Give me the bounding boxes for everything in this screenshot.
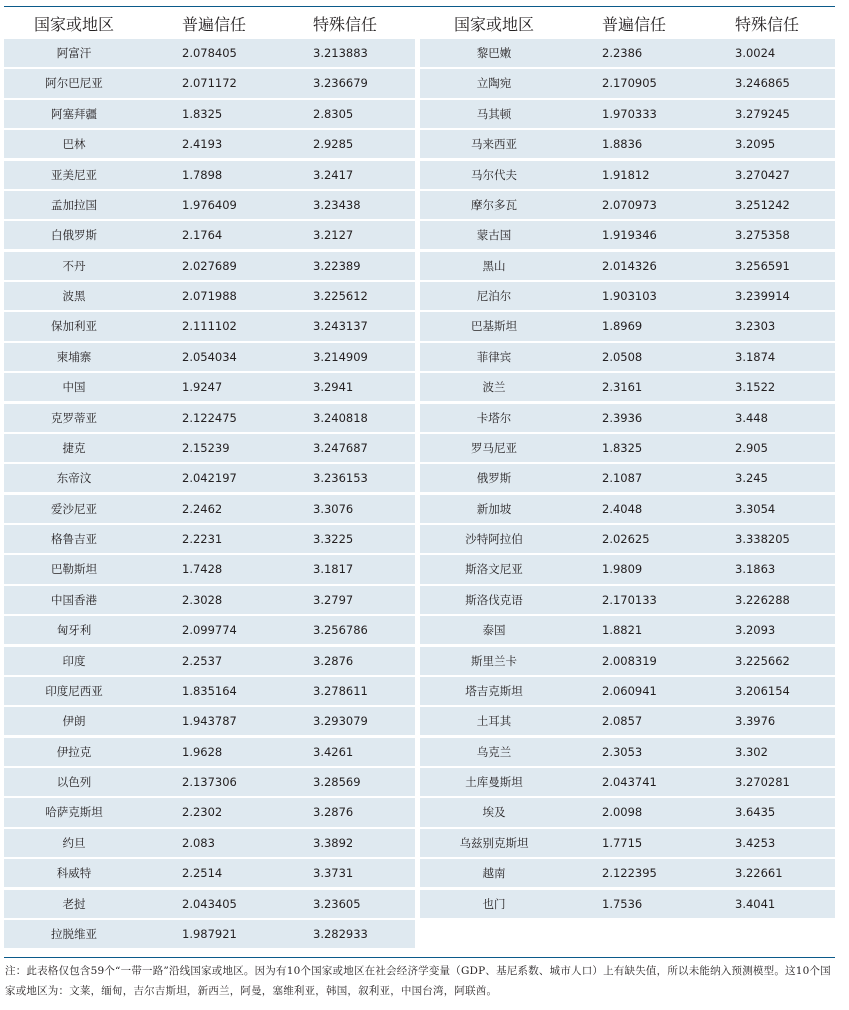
table-row (420, 343, 835, 371)
special-trust-cell: 3.214909 (313, 349, 368, 364)
table-row (4, 707, 415, 735)
table-row (420, 829, 835, 857)
special-trust-cell: 3.2303 (735, 319, 776, 334)
general-trust-cell: 2.122395 (602, 866, 657, 881)
special-trust-cell: 3.243137 (313, 319, 368, 334)
left-header (4, 7, 415, 39)
special-trust-cell: 3.1863 (735, 562, 776, 577)
country-cell: 斯洛文尼亚 (465, 562, 523, 577)
special-trust-cell: 3.4261 (313, 744, 354, 759)
general-trust-cell: 2.014326 (602, 258, 657, 273)
special-trust-cell: 3.251242 (735, 197, 790, 212)
table-row (420, 404, 835, 432)
special-trust-cell: 3.293079 (313, 714, 368, 729)
table-row (4, 252, 415, 280)
special-trust-cell: 3.225612 (313, 289, 368, 304)
special-trust-cell: 3.1522 (735, 380, 776, 395)
special-trust-cell: 3.23438 (313, 197, 361, 212)
special-trust-cell: 3.225662 (735, 653, 790, 668)
table-row (4, 464, 415, 492)
table-row (4, 616, 415, 644)
special-trust-cell: 3.239914 (735, 289, 790, 304)
special-trust-cell: 3.0024 (735, 46, 776, 61)
table-row (420, 890, 835, 918)
general-trust-cell: 1.7428 (182, 562, 223, 577)
table-row (4, 495, 415, 523)
country-cell: 以色列 (56, 775, 92, 790)
special-trust-cell: 3.23605 (313, 896, 361, 911)
special-trust-cell: 3.270427 (735, 167, 790, 182)
general-trust-cell: 1.970333 (602, 106, 657, 121)
general-trust-cell: 2.170133 (602, 592, 657, 607)
general-trust-cell: 2.2386 (602, 46, 643, 61)
country-cell: 格鲁吉亚 (51, 532, 97, 547)
general-trust-cell: 2.3053 (602, 744, 643, 759)
country-cell: 黑山 (482, 258, 506, 273)
country-cell: 中国香港 (51, 592, 97, 607)
general-trust-cell: 1.8821 (602, 623, 643, 638)
table-row (420, 373, 835, 401)
table-row (4, 130, 415, 158)
general-trust-cell: 2.008319 (602, 653, 657, 668)
special-trust-cell: 3.3054 (735, 501, 776, 516)
table-row (4, 343, 415, 371)
general-trust-cell: 2.042197 (182, 471, 237, 486)
general-trust-cell: 1.835164 (182, 683, 237, 698)
general-trust-cell: 2.2231 (182, 532, 223, 547)
general-trust-cell: 1.943787 (182, 714, 237, 729)
country-cell: 印度 (62, 653, 86, 668)
country-cell: 波黑 (62, 289, 86, 304)
table-row (420, 282, 835, 310)
country-cell: 白俄罗斯 (51, 228, 97, 243)
table-row (4, 282, 415, 310)
special-trust-cell: 3.3225 (313, 532, 354, 547)
table-row (420, 677, 835, 705)
header-general-trust: 普遍信任 (182, 14, 247, 34)
general-trust-cell: 2.15239 (182, 440, 230, 455)
table-row-empty (420, 920, 835, 948)
country-cell: 柬埔寨 (56, 349, 92, 364)
general-trust-cell: 2.02625 (602, 532, 650, 547)
table-row (420, 130, 835, 158)
special-trust-cell: 3.3731 (313, 866, 354, 881)
trust-table (4, 6, 835, 950)
table-row (4, 312, 415, 340)
table-row (420, 555, 835, 583)
table-header (4, 7, 835, 39)
table-row (4, 161, 415, 189)
left-column (4, 39, 415, 950)
country-cell: 不丹 (62, 258, 86, 273)
table-note: 注：此表格仅包含59个“一带一路”沿线国家或地区。因为有10个国家或地区在社会经济学变量（GDP、基尼系数、城市人口）上有缺失值，所以未能纳入预测模型。这10个国家或地区为：文莱，缅甸，吉尔吉斯坦，新西兰，阿曼，塞维利亚，韩国，叙利亚，中国台湾，阿联酋。 (5, 965, 831, 997)
header-country: 国家或地区 (33, 14, 114, 34)
country-cell: 马其顿 (476, 106, 512, 121)
table-row (4, 920, 415, 948)
general-trust-cell: 2.078405 (182, 46, 237, 61)
country-cell: 俄罗斯 (476, 471, 512, 486)
country-cell: 科威特 (56, 866, 92, 881)
table-row (4, 586, 415, 614)
country-cell: 斯里兰卡 (471, 653, 517, 668)
special-trust-cell: 3.245 (735, 471, 768, 486)
country-cell: 阿尔巴尼亚 (45, 76, 103, 91)
general-trust-cell: 2.0098 (602, 805, 643, 820)
special-trust-cell: 3.1817 (313, 562, 354, 577)
general-trust-cell: 1.903103 (602, 289, 657, 304)
special-trust-cell: 3.4253 (735, 835, 776, 850)
table-row (420, 525, 835, 553)
table-row (420, 586, 835, 614)
general-trust-cell: 2.3028 (182, 592, 223, 607)
country-cell: 蒙古国 (476, 228, 512, 243)
country-cell: 埃及 (482, 805, 506, 820)
country-cell: 东帝汶 (56, 471, 92, 486)
special-trust-cell: 3.338205 (735, 532, 790, 547)
general-trust-cell: 1.91812 (602, 167, 650, 182)
country-cell: 波兰 (482, 380, 506, 395)
country-cell: 乌克兰 (476, 744, 512, 759)
table-row (4, 191, 415, 219)
special-trust-cell: 3.240818 (313, 410, 368, 425)
general-trust-cell: 2.043741 (602, 775, 657, 790)
table-row (420, 859, 835, 887)
table-row (420, 252, 835, 280)
table-row (420, 798, 835, 826)
country-cell: 巴基斯坦 (471, 319, 517, 334)
country-cell: 立陶宛 (476, 76, 512, 91)
table-row (4, 404, 415, 432)
general-trust-cell: 2.4193 (182, 137, 223, 152)
general-trust-cell: 1.976409 (182, 197, 237, 212)
country-cell: 阿塞拜疆 (51, 106, 97, 121)
country-cell: 爱沙尼亚 (51, 501, 97, 516)
country-cell: 约旦 (62, 835, 86, 850)
country-cell: 土耳其 (476, 714, 512, 729)
table-row (420, 464, 835, 492)
table-row (420, 647, 835, 675)
general-trust-cell: 2.3161 (602, 380, 643, 395)
special-trust-cell: 2.8305 (313, 106, 354, 121)
country-cell: 老挝 (62, 896, 86, 911)
special-trust-cell: 3.2797 (313, 592, 354, 607)
country-cell: 新加坡 (476, 501, 512, 516)
right-header (420, 7, 835, 39)
country-cell: 印度尼西亚 (45, 683, 103, 698)
general-trust-cell: 2.2514 (182, 866, 223, 881)
special-trust-cell: 3.282933 (313, 926, 368, 941)
table-row (420, 312, 835, 340)
general-trust-cell: 2.2462 (182, 501, 223, 516)
general-trust-cell: 2.170905 (602, 76, 657, 91)
special-trust-cell: 3.2876 (313, 653, 354, 668)
country-cell: 尼泊尔 (476, 289, 512, 304)
general-trust-cell: 2.043405 (182, 896, 237, 911)
general-trust-cell: 2.3936 (602, 410, 643, 425)
general-trust-cell: 2.122475 (182, 410, 237, 425)
country-cell: 马尔代夫 (471, 167, 517, 182)
special-trust-cell: 3.6435 (735, 805, 776, 820)
country-cell: 伊朗 (62, 714, 86, 729)
special-trust-cell: 3.247687 (313, 440, 368, 455)
country-cell: 越南 (482, 866, 506, 881)
table-row (420, 39, 835, 67)
general-trust-cell: 1.9628 (182, 744, 223, 759)
general-trust-cell: 1.8969 (602, 319, 643, 334)
table-row (4, 69, 415, 97)
general-trust-cell: 1.8836 (602, 137, 643, 152)
country-cell: 塔吉克斯坦 (465, 683, 523, 698)
general-trust-cell: 2.027689 (182, 258, 237, 273)
table-row (4, 859, 415, 887)
country-cell: 罗马尼亚 (471, 440, 517, 455)
table-body (4, 39, 835, 950)
table-row (4, 829, 415, 857)
general-trust-cell: 2.071988 (182, 289, 237, 304)
country-cell: 阿富汗 (56, 46, 92, 61)
table-row (420, 738, 835, 766)
general-trust-cell: 2.0508 (602, 349, 643, 364)
general-trust-cell: 2.070973 (602, 197, 657, 212)
special-trust-cell: 3.2093 (735, 623, 776, 638)
special-trust-cell: 3.2876 (313, 805, 354, 820)
header-special-trust: 特殊信任 (313, 14, 378, 34)
table-bottom-rule (4, 957, 835, 958)
table-row (420, 221, 835, 249)
country-cell: 孟加拉国 (51, 197, 97, 212)
general-trust-cell: 1.7715 (602, 835, 643, 850)
general-trust-cell: 1.7536 (602, 896, 643, 911)
right-column (420, 39, 835, 950)
special-trust-cell: 3.4041 (735, 896, 776, 911)
general-trust-cell: 1.9247 (182, 380, 223, 395)
general-trust-cell: 2.1087 (602, 471, 643, 486)
general-trust-cell: 2.054034 (182, 349, 237, 364)
general-trust-cell: 1.987921 (182, 926, 237, 941)
table-row (4, 373, 415, 401)
special-trust-cell: 2.905 (735, 440, 768, 455)
table-row (4, 525, 415, 553)
country-cell: 也门 (482, 896, 506, 911)
special-trust-cell: 3.275358 (735, 228, 790, 243)
special-trust-cell: 3.1874 (735, 349, 776, 364)
special-trust-cell: 3.206154 (735, 683, 790, 698)
special-trust-cell: 3.3076 (313, 501, 354, 516)
general-trust-cell: 2.083 (182, 835, 215, 850)
table-row (4, 768, 415, 796)
table-row (420, 434, 835, 462)
table-row (420, 616, 835, 644)
general-trust-cell: 2.0857 (602, 714, 643, 729)
table-row (420, 69, 835, 97)
table-row (420, 495, 835, 523)
country-cell: 泰国 (482, 623, 506, 638)
country-cell: 沙特阿拉伯 (465, 532, 523, 547)
country-cell: 拉脱维亚 (51, 926, 97, 941)
special-trust-cell: 3.448 (735, 410, 768, 425)
general-trust-cell: 2.071172 (182, 76, 237, 91)
general-trust-cell: 2.137306 (182, 775, 237, 790)
general-trust-cell: 2.2537 (182, 653, 223, 668)
table-row (4, 100, 415, 128)
country-cell: 卡塔尔 (476, 410, 512, 425)
general-trust-cell: 1.919346 (602, 228, 657, 243)
header-special-trust: 特殊信任 (735, 14, 800, 34)
country-cell: 捷克 (62, 440, 86, 455)
country-cell: 斯洛伐克语 (465, 592, 523, 607)
country-cell: 摩尔多瓦 (471, 197, 517, 212)
country-cell: 保加利亚 (51, 319, 97, 334)
table-row (420, 768, 835, 796)
general-trust-cell: 2.111102 (182, 319, 237, 334)
special-trust-cell: 3.236679 (313, 76, 368, 91)
table-row (420, 191, 835, 219)
special-trust-cell: 3.2941 (313, 380, 354, 395)
general-trust-cell: 2.2302 (182, 805, 223, 820)
table-row (4, 647, 415, 675)
special-trust-cell: 3.22661 (735, 866, 783, 881)
country-cell: 巴林 (62, 137, 86, 152)
special-trust-cell: 3.226288 (735, 592, 790, 607)
special-trust-cell: 3.22389 (313, 258, 361, 273)
table-row (420, 161, 835, 189)
general-trust-cell: 1.8325 (182, 106, 223, 121)
country-cell: 黎巴嫩 (476, 46, 512, 61)
table-row (4, 677, 415, 705)
special-trust-cell: 3.2417 (313, 167, 354, 182)
special-trust-cell: 3.246865 (735, 76, 790, 91)
special-trust-cell: 3.278611 (313, 683, 368, 698)
country-cell: 马来西亚 (471, 137, 517, 152)
country-cell: 亚美尼亚 (51, 167, 97, 182)
country-cell: 土库曼斯坦 (465, 775, 523, 790)
special-trust-cell: 3.2095 (735, 137, 776, 152)
special-trust-cell: 3.279245 (735, 106, 790, 121)
general-trust-cell: 2.060941 (602, 683, 657, 698)
special-trust-cell: 3.256591 (735, 258, 790, 273)
general-trust-cell: 1.7898 (182, 167, 223, 182)
table-row (4, 555, 415, 583)
special-trust-cell: 3.236153 (313, 471, 368, 486)
country-cell: 克罗蒂亚 (51, 410, 97, 425)
table-row (4, 39, 415, 67)
table-row (4, 890, 415, 918)
country-cell: 匈牙利 (56, 623, 92, 638)
country-cell: 菲律宾 (476, 349, 512, 364)
country-cell: 哈萨克斯坦 (45, 805, 103, 820)
general-trust-cell: 2.4048 (602, 501, 643, 516)
country-cell: 乌兹别克斯坦 (459, 835, 529, 850)
special-trust-cell: 3.302 (735, 744, 768, 759)
table-row (4, 738, 415, 766)
table-row (4, 221, 415, 249)
special-trust-cell: 3.213883 (313, 46, 368, 61)
special-trust-cell: 3.28569 (313, 775, 361, 790)
special-trust-cell: 3.2127 (313, 228, 354, 243)
country-cell: 中国 (62, 380, 86, 395)
general-trust-cell: 1.8325 (602, 440, 643, 455)
table-row (420, 707, 835, 735)
general-trust-cell: 1.9809 (602, 562, 643, 577)
table-row (420, 100, 835, 128)
table-row (4, 434, 415, 462)
country-cell: 伊拉克 (56, 744, 92, 759)
country-cell: 巴勒斯坦 (51, 562, 97, 577)
special-trust-cell: 3.3892 (313, 835, 354, 850)
header-general-trust: 普遍信任 (602, 14, 667, 34)
special-trust-cell: 3.256786 (313, 623, 368, 638)
table-row (4, 798, 415, 826)
general-trust-cell: 2.099774 (182, 623, 237, 638)
special-trust-cell: 2.9285 (313, 137, 354, 152)
special-trust-cell: 3.3976 (735, 714, 776, 729)
header-country: 国家或地区 (453, 14, 534, 34)
special-trust-cell: 3.270281 (735, 775, 790, 790)
general-trust-cell: 2.1764 (182, 228, 223, 243)
